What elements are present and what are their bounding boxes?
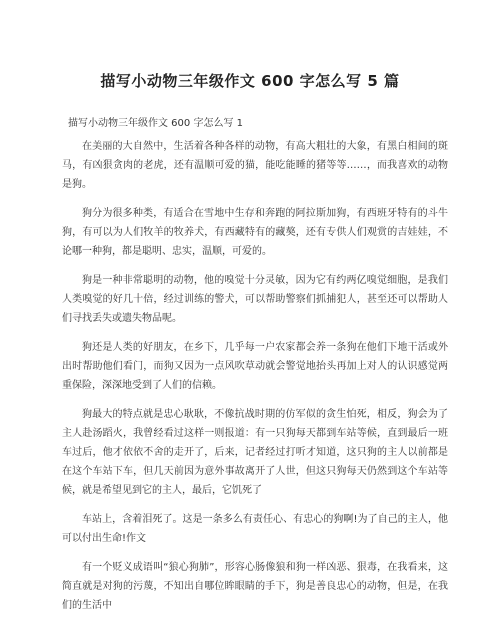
paragraph-1: 在美丽的大自然中，生活着各种各样的动物，有高大粗壮的大象，有黑白相间的斑马，有凶狠贪肉的老虎，还有温顺可爱的猫，能吃能睡的猪等等……，而我喜欢的动物是狗。	[62, 141, 448, 190]
document-body	[62, 137, 448, 625]
section-heading: 描写小动物三年级作文 600 字怎么写 1	[68, 118, 243, 129]
paragraph-4: 狗还是人类的好朋友，在乡下，几乎每一户农家都会养一条狗在他们下地干活或外出时帮助他们看门，而狗又因为一点风吹草动就会警觉地抬头再加上对人的认识感觉两重保险，深深地受到了人们的信赖。	[62, 342, 448, 391]
document-title: 描写小动物三年级作文 600 字怎么写 5 篇	[100, 72, 400, 90]
paragraph-7: 有一个贬义成语叫“狼心狗肺”，形容心肠像狼和狗一样凶恶、狠毒，在我看来，这简直就是对狗的污蔑，不知出自哪位眸眼睛的手下，狗是善良忠心的动物，但是，在我们的生活中	[62, 562, 448, 611]
paragraph-2: 狗分为很多种类，有适合在雪地中生存和奔跑的阿拉斯加狗，有西班牙特有的斗牛狗，有可以为人们牧羊的牧养犬，有西藏特有的藏獒，还有专供人们观赏的吉娃娃，不论哪一种狗，都是聪明、忠实，温顺，可爱的。	[62, 208, 448, 257]
paragraph-3: 狗是一种非常聪明的动物，他的嗅觉十分灵敏，因为它有约两亿嗅觉细胞，是我们人类嗅觉的好几十倍，经过训练的警犬，可以帮助警察们抓捕犯人，甚至还可以帮助人们寻找丢失或遗失物品呢。	[62, 275, 448, 324]
paragraph-5: 狗最大的特点就是忠心耿耿，不像抗战时期的仿军似的贪生怕死，相反，狗会为了主人赴汤蹈火，我曾经看过这样一则报道：有一只狗每天都到车站等候，直到最后一班车过后，他才依依不舍的走开了，后来，记者经过打听才知道，这只狗的主人以前都是在这个车站下车，但几天前因为意外事故离开了人世，但这只狗每天仍然到这个车站等候，就是希望见到它的主人，最后，它饥死了	[62, 409, 448, 496]
paragraph-6: 车站上，含着泪死了。这是一条多么有责任心、有忠心的狗啊!为了自己的主人，他可以付出生命!作文	[62, 514, 448, 544]
